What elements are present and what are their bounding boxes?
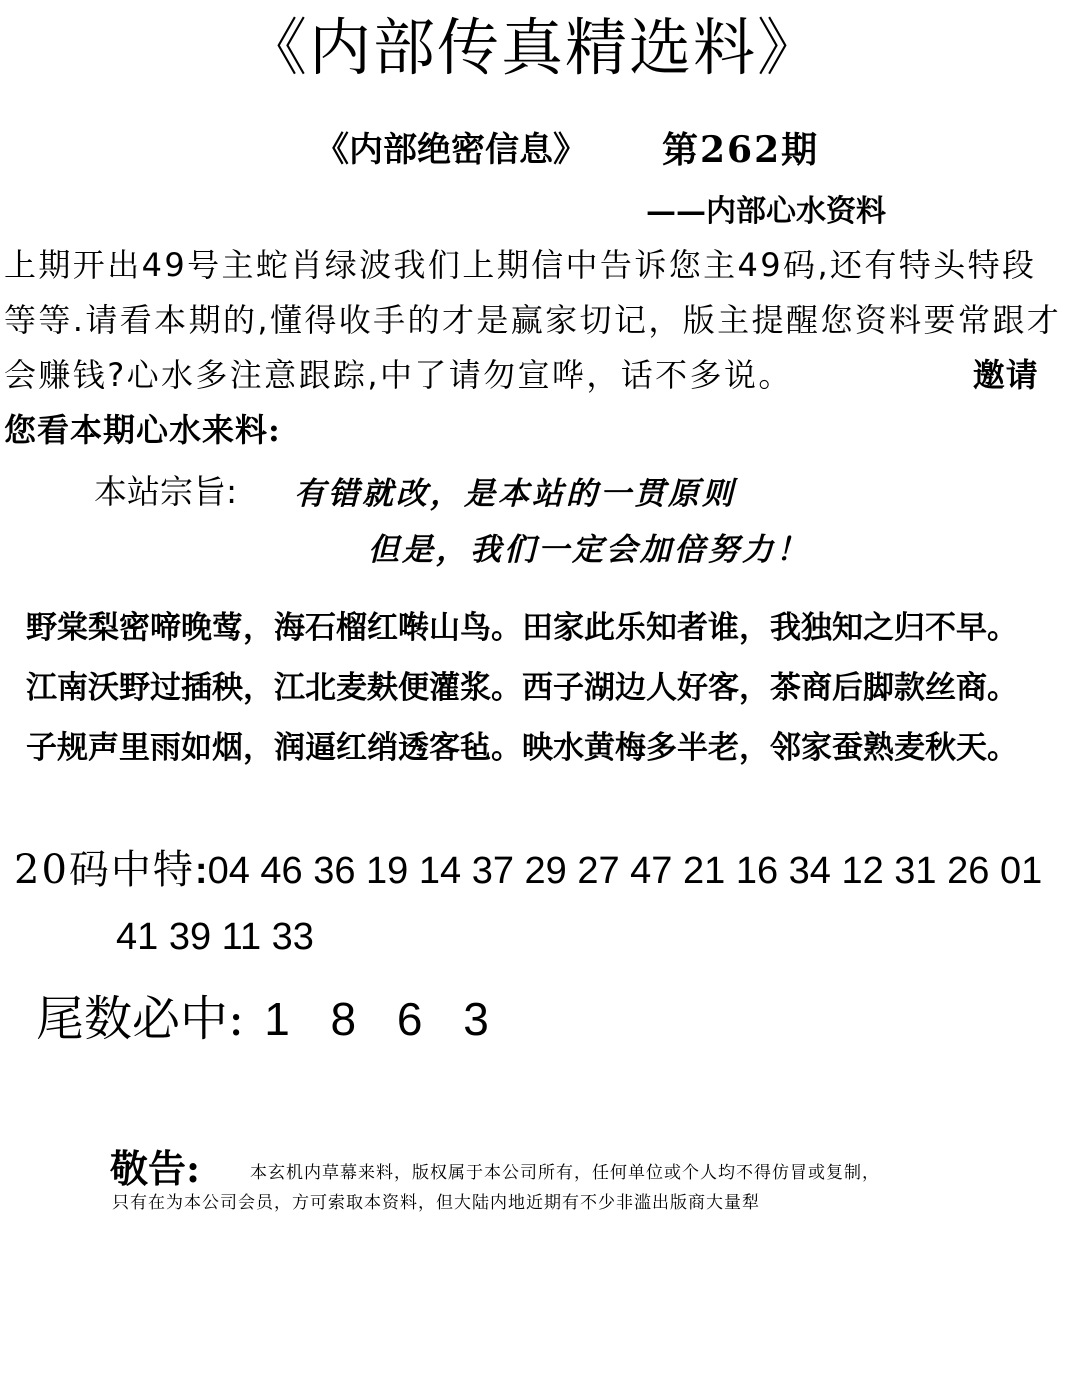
numbers-row-1 <box>14 838 1042 895</box>
page-title: 《内部传真精选料》 <box>244 11 821 84</box>
mission-line-1: 有错就改，是本站的一贯原则 <box>294 476 736 512</box>
poem-line-2: 江南沃野过插秧，江北麦麸便灌浆。西子湖边人好客，茶商后脚款丝商。 <box>26 670 1018 706</box>
issue-number: 第262期 <box>662 129 820 171</box>
poem-line-1: 野棠梨密啼晚莺，海石榴红啭山鸟。田家此乐知者谁，我独知之归不早。 <box>26 610 1018 646</box>
tail-label: 尾数必中: <box>36 991 245 1047</box>
numbers-list-1: 04 46 36 19 14 37 29 27 47 21 16 34 12 31 26 01 <box>207 850 1043 892</box>
tail-row <box>36 980 495 1049</box>
notice-line-1: 本玄机内草幕来料，版权属于本公司所有，任何单位或个人均不得仿冒或复制， <box>250 1163 880 1183</box>
notice-label: 敬告: <box>110 1146 201 1191</box>
source-label: ——内部心水资料 <box>646 194 886 229</box>
tail-digits: 1 8 6 3 <box>264 993 495 1045</box>
notice-line-2: 只有在为本公司会员，方可索取本资料，但大陆内地近期有不少非滥出版商大量犁 <box>112 1193 760 1213</box>
intro-paragraph <box>4 238 1064 458</box>
subtitle: 《内部绝密信息》 <box>315 130 587 170</box>
poem-line-3: 子规声里雨如烟，润逼红绡透客毡。映水黄梅多半老，邻家蚕熟麦秋天。 <box>26 730 1018 766</box>
invite-text: 邀请您看本期心水来料: <box>4 356 1039 449</box>
mission-label: 本站宗旨: <box>94 472 238 511</box>
numbers-label: 20码中特 <box>14 847 195 893</box>
numbers-colon: : <box>194 850 208 892</box>
mission-line-2: 但是，我们一定会加倍努力！ <box>368 532 810 568</box>
intro-text: 上期开出49号主蛇肖绿波我们上期信中告诉您主49码,还有特头特段等等.请看本期的,懂得收手的才是赢家切记，版主提醒您资料要常跟才会赚钱?心水多注意跟踪,中了请勿宣哗，话不多说。 <box>4 246 1062 394</box>
numbers-list-2: 41 39 11 33 <box>116 916 314 958</box>
